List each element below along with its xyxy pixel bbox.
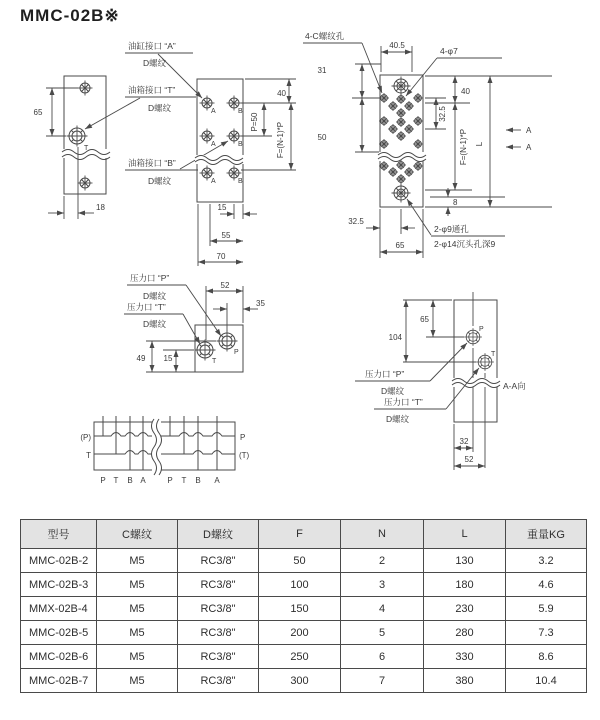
cell-model: MMX-02B-4 (21, 597, 97, 621)
dim-label-15: 15 (163, 354, 173, 363)
cell-model: MMC-02B-2 (21, 549, 97, 573)
dim-label-55: 55 (221, 231, 231, 240)
circuit-schematic (80, 416, 249, 485)
table-row (21, 621, 587, 645)
cell-n: 5 (341, 621, 424, 645)
pt-section-view (124, 273, 265, 372)
col-header-d-thread: D螺纹 (178, 520, 259, 549)
station-letter-a: A (140, 476, 146, 485)
cell-weight: 3.2 (506, 549, 587, 573)
cell-c-thread: M5 (97, 597, 178, 621)
station-letter-t: T (181, 476, 187, 485)
dim-label-8: 8 (453, 198, 458, 207)
cell-d-thread: RC3/8" (178, 621, 259, 645)
section-letter-a: A (526, 143, 532, 152)
hole-letter-b: B (238, 141, 243, 148)
cell-weight: 7.3 (506, 621, 587, 645)
thread-d-label: D螺纹 (148, 103, 172, 113)
hole-letter-b: B (238, 178, 243, 185)
mount-hole-icon (78, 81, 93, 96)
thread-hole-icon (396, 108, 406, 118)
tank-port-t-label: 油箱接口 “T” (128, 85, 176, 95)
press-port-p-label: 压力口 “P” (130, 273, 170, 283)
front-view (195, 79, 296, 266)
thread-hole-icon (388, 101, 398, 111)
dim-label-L: L (475, 141, 484, 147)
dim-label-32: 32 (459, 437, 469, 446)
top-view (303, 31, 552, 258)
col-header-n: N (341, 520, 424, 549)
thread-hole-icon (413, 139, 423, 149)
thread-d-label: D螺纹 (143, 58, 167, 68)
dim-label-65: 65 (395, 241, 405, 250)
table-row (21, 669, 587, 693)
press-port-t-label: 压力口 “T” (127, 302, 166, 312)
dim-label-65: 65 (420, 315, 429, 324)
dim-label-104: 104 (388, 333, 402, 342)
port-letter-t: T (212, 358, 217, 365)
dim-label-40: 40 (277, 89, 286, 98)
cell-d-thread: RC3/8" (178, 597, 259, 621)
cell-l: 230 (424, 597, 506, 621)
thread-d-label: D螺纹 (148, 176, 172, 186)
port-letter-p: P (479, 326, 484, 333)
cell-n: 3 (341, 573, 424, 597)
port-letter-p: P (234, 349, 239, 356)
cell-d-thread: RC3/8" (178, 645, 259, 669)
col-header-l: L (424, 520, 506, 549)
cell-n: 2 (341, 549, 424, 573)
cell-weight: 5.9 (506, 597, 587, 621)
table-header-row (21, 520, 587, 549)
station-letter-p: P (100, 476, 106, 485)
cell-weight: 4.6 (506, 573, 587, 597)
aa-view-label: A-A向 (503, 381, 526, 391)
station-letter-t: T (113, 476, 119, 485)
side-view (34, 76, 110, 219)
table-row (21, 573, 587, 597)
station-letter-p: P (167, 476, 173, 485)
cell-f: 100 (259, 573, 341, 597)
counterbore-hole-icon (392, 77, 411, 96)
thread-hole-icon (396, 94, 406, 104)
cyl-port-a-label: 油缸接口 “A” (128, 41, 176, 51)
port-letter-t: T (491, 351, 496, 358)
hole-letter-a: A (211, 178, 216, 185)
table-row (21, 645, 587, 669)
thread-hole-icon (413, 116, 423, 126)
f-formula-label: F=(N-1)*P (276, 121, 285, 159)
dim-label-35: 35 (256, 299, 265, 308)
cell-l: 330 (424, 645, 506, 669)
cell-l: 380 (424, 669, 506, 693)
thread-hole-icon (404, 124, 414, 134)
cell-l: 180 (424, 573, 506, 597)
cell-d-thread: RC3/8" (178, 573, 259, 597)
schematic-t-in-label: T (86, 451, 91, 460)
pitch-label: P=50 (250, 112, 259, 132)
thread-hole-icon (413, 161, 423, 171)
station-letter-a: A (214, 476, 220, 485)
schematic-t-out-label: (T) (239, 451, 250, 460)
dim-label-52: 52 (464, 455, 474, 464)
col-header-c-thread: C螺纹 (97, 520, 178, 549)
thread-hole-icon (404, 167, 414, 177)
phi14-counterbore-label: 2-φ14沉头孔深9 (434, 239, 496, 249)
col-header-weight: 重量KG (506, 520, 587, 549)
page-title: MMC-02B※ (20, 6, 120, 25)
cell-f: 200 (259, 621, 341, 645)
cell-c-thread: M5 (97, 669, 178, 693)
dim-label-70: 70 (216, 252, 226, 261)
cell-model: MMC-02B-5 (21, 621, 97, 645)
phi9-through-label: 2-φ9通孔 (434, 224, 469, 234)
thread-hole-icon (413, 93, 423, 103)
cell-c-thread: M5 (97, 645, 178, 669)
cell-weight: 8.6 (506, 645, 587, 669)
thread-d-label: D螺纹 (143, 291, 167, 301)
cell-model: MMC-02B-3 (21, 573, 97, 597)
thread-d-label: D螺纹 (381, 386, 405, 396)
dim-label-15: 15 (217, 203, 227, 212)
f-formula-label: F=(N-1)*P (459, 128, 468, 166)
thread-hole-icon (396, 117, 406, 127)
cell-model: MMC-02B-7 (21, 669, 97, 693)
cell-c-thread: M5 (97, 621, 178, 645)
cell-weight: 10.4 (506, 669, 587, 693)
station-letter-b: B (195, 476, 201, 485)
mount-hole-icon (78, 176, 93, 191)
hole-letter-b: B (238, 108, 243, 115)
thread-hole-icon (388, 167, 398, 177)
dim-label-32-5: 32.5 (438, 106, 447, 122)
thread-d-label: D螺纹 (386, 414, 410, 424)
cell-model: MMC-02B-6 (21, 645, 97, 669)
phi7-holes-label: 4-φ7 (440, 46, 458, 56)
cell-l: 280 (424, 621, 506, 645)
station-letter-b: B (127, 476, 133, 485)
dim-label-40: 40 (461, 87, 470, 96)
thread-d-label: D螺纹 (143, 319, 167, 329)
table-row (21, 597, 587, 621)
cell-l: 130 (424, 549, 506, 573)
aa-section-view (355, 292, 526, 470)
cell-d-thread: RC3/8" (178, 669, 259, 693)
thread-hole-icon (388, 124, 398, 134)
dim-label-40-5: 40.5 (389, 41, 405, 50)
cell-n: 4 (341, 597, 424, 621)
schematic-p-out-label: P (240, 433, 246, 442)
cell-c-thread: M5 (97, 549, 178, 573)
tank-port-b-label: 油箱接口 “B” (128, 158, 176, 168)
dim-label-50: 50 (317, 133, 327, 142)
cell-c-thread: M5 (97, 573, 178, 597)
dim-label-49: 49 (136, 354, 146, 363)
port-letter-t: T (84, 145, 89, 152)
cell-f: 300 (259, 669, 341, 693)
dim-label-32-5: 32.5 (348, 217, 364, 226)
section-letter-a: A (526, 126, 532, 135)
dim-label-31: 31 (317, 66, 327, 75)
cell-d-thread: RC3/8" (178, 549, 259, 573)
cell-n: 6 (341, 645, 424, 669)
schematic-p-in-label: (P) (80, 433, 91, 442)
cell-n: 7 (341, 669, 424, 693)
hole-letter-a: A (211, 108, 216, 115)
cell-f: 150 (259, 597, 341, 621)
thread-hole-icon (404, 101, 414, 111)
port-t-hole-icon (67, 126, 88, 147)
thread-hole-icon (396, 174, 406, 184)
table-row (21, 549, 587, 573)
cell-f: 250 (259, 645, 341, 669)
spec-table (20, 519, 587, 693)
press-port-p-label: 压力口 “P” (365, 369, 405, 379)
hole-letter-a: A (211, 141, 216, 148)
dim-label-52: 52 (220, 281, 230, 290)
dim-label-18: 18 (96, 203, 105, 212)
col-header-f: F (259, 520, 341, 549)
c-thread-holes-label: 4-C螺纹孔 (305, 31, 345, 41)
press-port-t-label: 压力口 “T” (384, 397, 423, 407)
thread-hole-icon (396, 131, 406, 141)
dim-label-65: 65 (33, 108, 43, 117)
col-header-model: 型号 (21, 520, 97, 549)
cell-f: 50 (259, 549, 341, 573)
